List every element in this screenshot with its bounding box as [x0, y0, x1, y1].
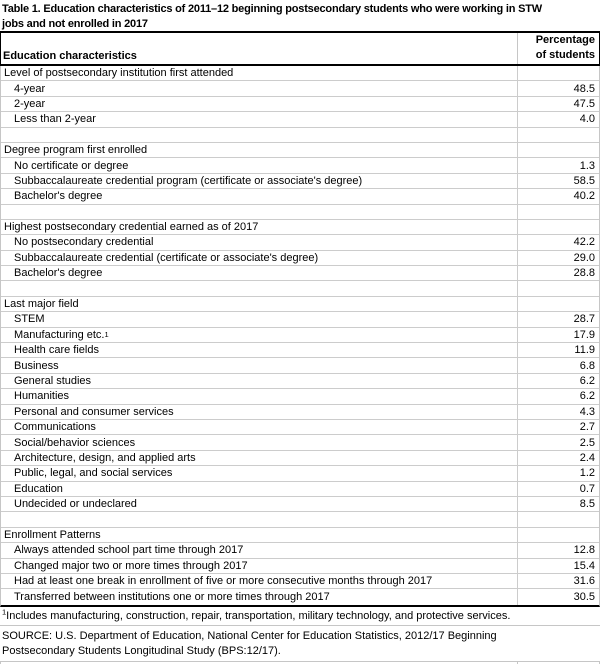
row-label: Manufacturing etc. 1 — [14, 328, 109, 341]
row-label: Public, legal, and social services — [14, 467, 173, 480]
row-label: Enrollment Patterns — [4, 528, 101, 541]
row-value: 28.7 — [517, 312, 599, 326]
table-row — [1, 66, 599, 81]
table-row — [1, 128, 599, 143]
row-value: 2.7 — [517, 420, 599, 434]
row-label: Health care fields — [14, 344, 99, 357]
row-value: 0.7 — [517, 482, 599, 496]
table-row — [1, 389, 599, 404]
row-label: Architecture, design, and applied arts — [14, 451, 196, 464]
row-label — [1, 512, 517, 526]
title-line: Table 1. Education characteristics of 2011–12 beginning postsecondary students who were working in STW — [2, 3, 542, 15]
table-row — [1, 405, 599, 420]
row-value: 48.5 — [517, 81, 599, 95]
row-label: Last major field — [4, 298, 79, 311]
row-value — [517, 220, 599, 234]
header-percentage-of-students — [517, 33, 599, 64]
table-row — [1, 266, 599, 281]
row-label: Personal and consumer services — [14, 405, 174, 418]
row-value: 6.2 — [517, 374, 599, 388]
row-value: 12.8 — [517, 543, 599, 557]
row-label: Undecided or undeclared — [14, 498, 137, 511]
row-label: General studies — [14, 375, 92, 387]
row-label: Always attended school part time through 2017 — [14, 544, 244, 557]
header-line: Percentage — [535, 34, 595, 46]
row-value — [517, 205, 599, 219]
table-row — [1, 205, 599, 220]
row-label: Humanities — [14, 390, 70, 403]
row-label: Transferred between institutions one or more times through 2017 — [14, 590, 330, 603]
row-value: 17.9 — [517, 328, 599, 342]
row-label: Communications — [14, 421, 96, 434]
row-label: Education — [14, 482, 63, 495]
header-education-characteristics: Education characteristics — [3, 50, 137, 62]
table-row — [1, 482, 599, 497]
row-label: Bachelor's degree — [14, 190, 103, 203]
table-row — [1, 528, 599, 543]
cutoff-label-cell — [1, 662, 517, 664]
row-label: 2-year — [14, 97, 46, 110]
row-value: 40.2 — [517, 189, 599, 203]
table-row — [1, 174, 599, 189]
table-row — [1, 559, 599, 574]
table-row — [1, 451, 599, 466]
row-value — [517, 512, 599, 526]
table-body — [0, 66, 600, 607]
table-row — [1, 297, 599, 312]
row-label — [1, 205, 517, 219]
row-label: Subbaccalaureate credential (certificate or associate's degree) — [14, 251, 319, 264]
title-line: jobs and not enrolled in 2017 — [2, 17, 148, 30]
row-value — [517, 297, 599, 311]
table-title — [0, 0, 600, 33]
table-row — [1, 435, 599, 450]
table-row — [1, 143, 599, 158]
footnote — [0, 607, 600, 626]
row-value: 4.0 — [517, 112, 599, 126]
table-row — [1, 543, 599, 558]
table-row — [1, 312, 599, 327]
table-row — [1, 497, 599, 512]
table-row — [1, 374, 599, 389]
table-row — [1, 81, 599, 96]
table-row — [1, 358, 599, 373]
row-label: Changed major two or more times through 2017 — [14, 559, 248, 572]
row-label: No certificate or degree — [14, 159, 129, 172]
row-value: 4.3 — [517, 405, 599, 419]
table-row — [1, 328, 599, 343]
row-value: 30.5 — [517, 589, 599, 604]
table-row — [1, 220, 599, 235]
source-note — [0, 626, 600, 662]
row-value — [517, 143, 599, 157]
row-label: Social/behavior sciences — [14, 436, 136, 449]
row-label: Business — [14, 359, 59, 372]
table-row — [1, 420, 599, 435]
row-value: 29.0 — [517, 251, 599, 265]
row-label: Had at least one break in enrollment of five or more consecutive months through 2017 — [14, 575, 433, 588]
row-value: 11.9 — [517, 343, 599, 357]
header-line: of students — [535, 48, 595, 61]
table-row — [1, 97, 599, 112]
table-row — [1, 189, 599, 204]
table-row — [1, 235, 599, 250]
row-value: 15.4 — [517, 559, 599, 573]
table-row — [1, 589, 599, 604]
table-header-row — [0, 33, 600, 66]
row-value: 58.5 — [517, 174, 599, 188]
row-label: Subbaccalaureate credential program (certificate or associate's degree) — [14, 174, 363, 187]
row-label — [1, 128, 517, 142]
row-value: 6.8 — [517, 358, 599, 372]
table-row — [1, 112, 599, 127]
row-label: No postsecondary credential — [14, 236, 154, 249]
row-label: Level of postsecondary institution first attended — [4, 67, 234, 80]
row-value: 42.2 — [517, 235, 599, 249]
footnote-marker: 1 — [2, 607, 7, 617]
row-value — [517, 128, 599, 142]
table-row — [1, 512, 599, 527]
row-value: 28.8 — [517, 266, 599, 280]
table-row — [1, 251, 599, 266]
table-row — [1, 574, 599, 589]
table-row — [1, 281, 599, 296]
row-label: Highest postsecondary credential earned as of 2017 — [4, 221, 259, 234]
row-value: 31.6 — [517, 574, 599, 588]
table-row — [1, 466, 599, 481]
cutoff-next-row — [0, 662, 600, 664]
row-value: 8.5 — [517, 497, 599, 511]
row-label: Degree program first enrolled — [4, 144, 148, 157]
row-value — [517, 66, 599, 80]
cutoff-value-cell — [517, 662, 599, 664]
row-value: 1.3 — [517, 158, 599, 172]
row-label — [1, 281, 517, 295]
source-line: Postsecondary Students Longitudinal Study (BPS:12/17). — [2, 644, 281, 657]
table-row — [1, 158, 599, 173]
row-label: Bachelor's degree — [14, 267, 103, 280]
row-value: 2.4 — [517, 451, 599, 465]
row-label: 4-year — [14, 82, 46, 95]
row-value — [517, 528, 599, 542]
row-value: 1.2 — [517, 466, 599, 480]
source-line: SOURCE: U.S. Department of Education, National Center for Education Statistics, 2012/17 Beginning — [2, 629, 497, 642]
footnote-text: Includes manufacturing, construction, repair, transportation, military technology, and protective services. — [6, 609, 511, 622]
row-value: 47.5 — [517, 97, 599, 111]
table-row — [1, 343, 599, 358]
row-value: 6.2 — [517, 389, 599, 403]
row-label: STEM — [14, 313, 45, 326]
row-value: 2.5 — [517, 435, 599, 449]
row-label: Less than 2-year — [14, 113, 96, 126]
row-value — [517, 281, 599, 295]
